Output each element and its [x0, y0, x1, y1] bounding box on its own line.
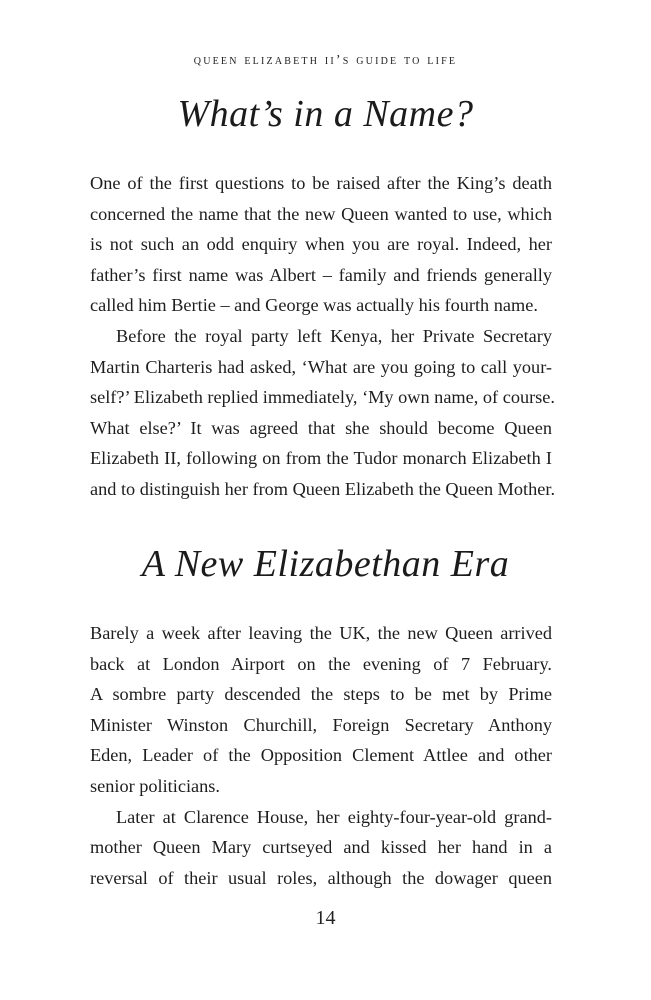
text-line: Eden, Leader of the Opposition Clement Attlee and other [90, 745, 552, 766]
text-line: What else?’ It was agreed that she should become Queen [90, 417, 552, 438]
text-line: senior politicians. [90, 775, 220, 796]
section-heading-name: What’s in a Name? [177, 93, 474, 135]
text-line: Martin Charteris had asked, ‘What are you going to call your- [90, 356, 552, 377]
text-line: called him Bertie – and George was actually his fourth name. [90, 295, 538, 316]
section1-body [90, 168, 556, 505]
text-line: Before the royal party left Kenya, her Private Secretary [116, 325, 552, 346]
text-line: One of the first questions to be raised after the King’s death [90, 173, 552, 193]
text-line: A sombre party descended the steps to be met by Prime [90, 684, 552, 705]
text-line: and to distinguish her from Queen Elizabeth the Queen Mother. [90, 478, 556, 499]
text-line: mother Queen Mary curtseyed and kissed her hand in a [90, 837, 552, 858]
text-line: Elizabeth II, following on from the Tudor monarch Elizabeth I [90, 448, 552, 469]
text-line: Minister Winston Churchill, Foreign Secretary Anthony [90, 714, 552, 735]
section2-body [90, 618, 552, 893]
text-line: father’s first name was Albert – family and friends generally [90, 264, 552, 285]
text-line: is not such an odd enquiry when you are royal. Indeed, her [90, 234, 552, 255]
text-line: reversal of their usual roles, although the dowager queen [90, 867, 552, 888]
text-line: Barely a week after leaving the UK, the new Queen arrived [90, 623, 552, 643]
text-line: back at London Airport on the evening of 7 February. [90, 653, 552, 674]
text-line: concerned the name that the new Queen wanted to use, which [90, 203, 552, 224]
text-line: Later at Clarence House, her eighty-four-year-old grand- [116, 806, 552, 827]
page-number: 14 [315, 907, 336, 929]
text-line: self?’ Elizabeth replied immediately, ‘My own name, of course. [90, 387, 555, 408]
section-heading-era: A New Elizabethan Era [141, 543, 510, 585]
running-head: queen elizabeth ii’s guide to life [193, 53, 458, 68]
